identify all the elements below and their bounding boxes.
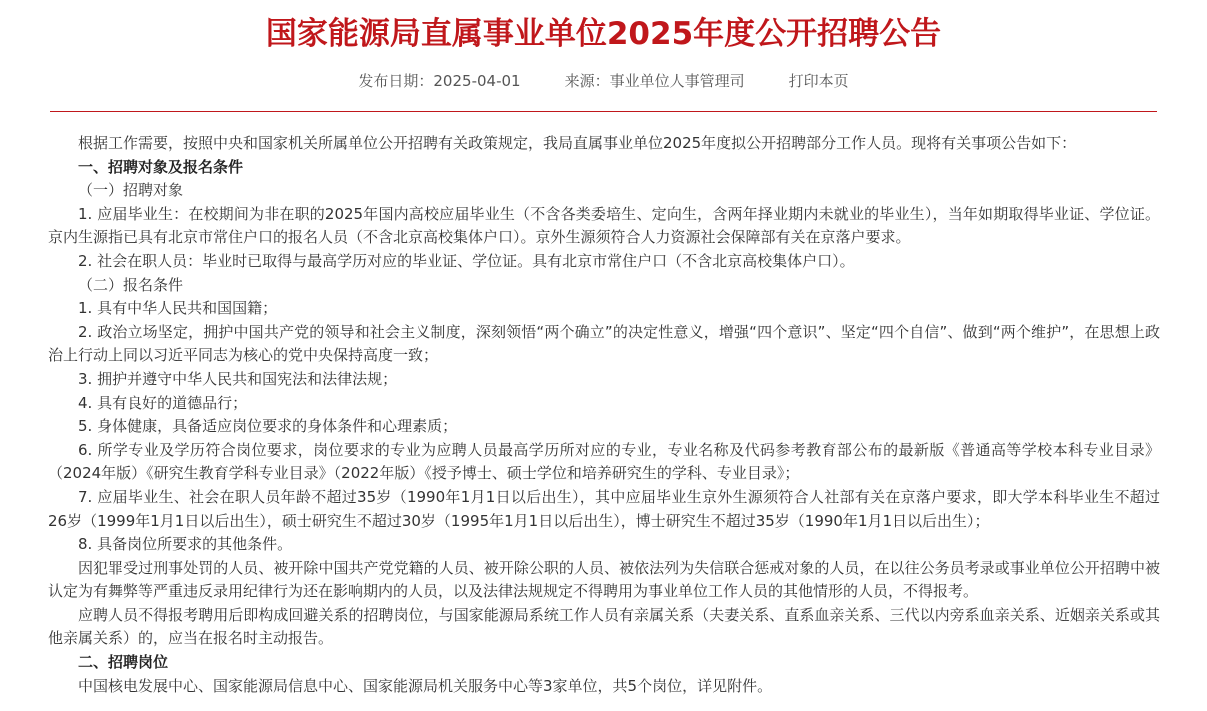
print-link[interactable]: 打印本页 — [788, 72, 849, 90]
paragraph: 2. 政治立场坚定，拥护中国共产党的领导和社会主义制度，深刻领悟“两个确立”的决定性意义，增强“四个意识”、坚定“四个自信”、做到“两个维护”，在思想上政治上行动上同以习近平同志为核心的党中央保持高度一致； — [48, 322, 1160, 365]
subsection-heading: （一）招聘对象 — [78, 181, 184, 200]
paragraph: 因犯罪受过刑事处罚的人员、被开除中国共产党党籍的人员、被开除公职的人员、被依法列为失信联合惩戒对象的人员，在以往公务员考录或事业单位公开招聘中被认定为有舞弊等严重违反录用纪律行为还在影响期内的人员，以及法律法规规定不得聘用为事业单位工作人员的其他情形的人员，不得报考。 — [48, 558, 1160, 601]
article-meta — [0, 70, 1207, 92]
publish-date: 发布日期：2025-04-01 — [358, 72, 521, 90]
paragraph: 1. 应届毕业生：在校期间为非在职的2025年国内高校应届毕业生（不含各类委培生、定向生，含两年择业期内未就业的毕业生），当年如期取得毕业证、学位证。京内生源指已具有北京市常住户口的报名人员（不含北京高校集体户口）。京外生源须符合人力资源社会保障部有关在京落户要求。 — [48, 204, 1160, 247]
paragraph: 1. 具有中华人民共和国国籍； — [78, 299, 278, 318]
paragraph: 8. 具备岗位所要求的其他条件。 — [78, 535, 293, 554]
paragraph: 6. 所学专业及学历符合岗位要求，岗位要求的专业为应聘人员最高学历所对应的专业，专业名称及代码参考教育部公布的最新版《普通高等学校本科专业目录》（2024年版）《研究生教育学科专业目录》（2022年版）《授予博士、硕士学位和培养研究生的学科、专业目录》； — [48, 440, 1160, 483]
paragraph: 4. 具有良好的道德品行； — [78, 393, 248, 412]
section-heading: 一、招聘对象及报名条件 — [78, 157, 244, 176]
article-source: 来源：事业单位人事管理司 — [564, 72, 745, 90]
paragraph: 7. 应届毕业生、社会在职人员年龄不超过35岁（1990年1月1日以后出生），其中应届毕业生京外生源须符合人社部有关在京落户要求，即大学本科毕业生不超过26岁（1999年1月1日以后出生），硕士研究生不超过30岁（1995年1月1日以后出生），博士研究生不超过35岁（1990年1月1日以后出生）； — [48, 487, 1160, 530]
paragraph: 5. 身体健康，具备适应岗位要求的身体条件和心理素质； — [78, 417, 458, 436]
paragraph: 中国核电发展中心、国家能源局信息中心、国家能源局机关服务中心等3家单位，共5个岗位，详见附件。 — [78, 676, 773, 695]
intro-paragraph: 根据工作需要，按照中央和国家机关所属单位公开招聘有关政策规定，我局直属事业单位2025年度拟公开招聘部分工作人员。现将有关事项公告如下： — [78, 134, 1077, 152]
paragraph: 3. 拥护并遵守中华人民共和国宪法和法律法规； — [78, 369, 398, 388]
paragraph: 2. 社会在职人员：毕业时已取得与最高学历对应的毕业证、学位证。具有北京市常住户口（不含北京高校集体户口）。 — [78, 251, 855, 270]
section-heading: 二、招聘岗位 — [78, 653, 169, 672]
title-divider — [50, 111, 1157, 112]
subsection-heading: （二）报名条件 — [78, 275, 184, 294]
article-body — [48, 132, 1160, 698]
paragraph: 应聘人员不得报考聘用后即构成回避关系的招聘岗位，与国家能源局系统工作人员有亲属关系（夫妻关系、直系血亲关系、三代以内旁系血亲关系、近姻亲关系或其他亲属关系）的，应当在报名时主动报告。 — [48, 605, 1160, 648]
page-title: 国家能源局直属事业单位2025年度公开招聘公告 — [265, 16, 942, 52]
